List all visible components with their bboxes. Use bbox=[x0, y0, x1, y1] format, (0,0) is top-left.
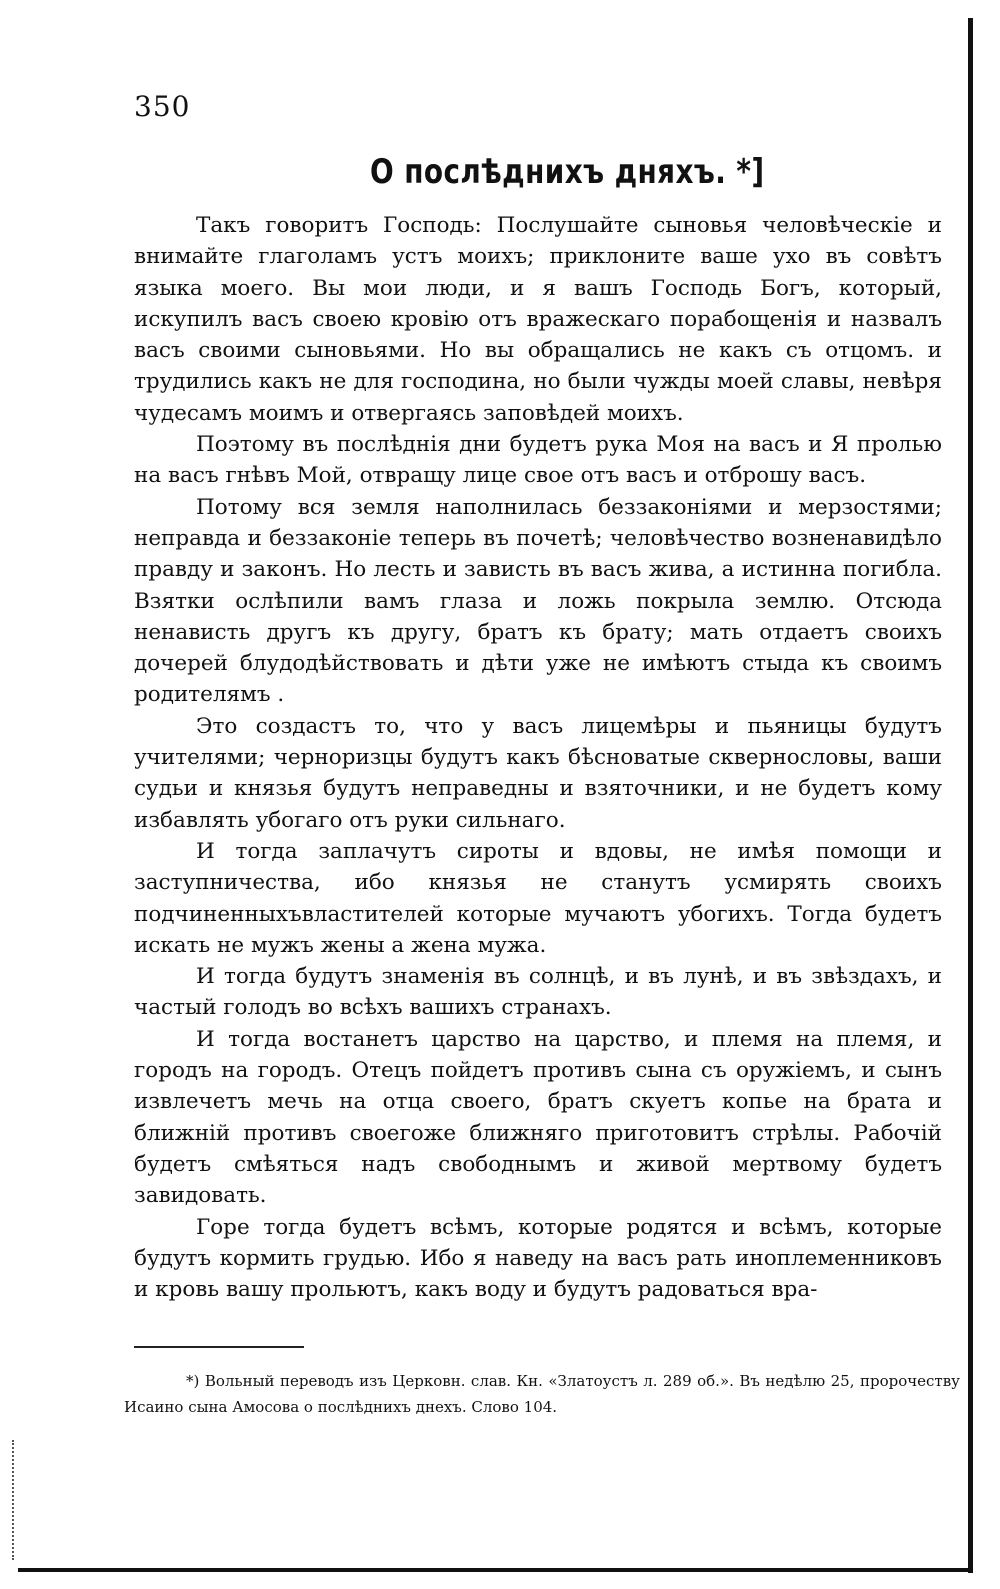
page-border-right bbox=[968, 18, 973, 1573]
paragraph-6: И тогда будутъ знаменія въ солнцѣ, и въ лунѣ, и въ звѣздахъ, и частый голодъ во всѣхъ вашихъ странахъ. bbox=[134, 964, 942, 1021]
paragraph-1: Такъ говоритъ Господь: Послушайте сыновья человѣческіе и внимайте глаголамъ устъ моихъ; приклоните ваше ухо въ совѣтъ языка моего. Вы мои люди, и я вашъ Господь Богъ, который, искупилъ васъ своею кровію отъ вражескаго порабощенія и назвалъ васъ своими сыновьями. Но вы обращались не какъ съ отцомъ. и трудились какъ не для господина, но были чужды моей славы, невѣря чудесамъ моимъ и отвергаясь заповѣдей моихъ. bbox=[134, 213, 942, 426]
footnote-divider bbox=[134, 1346, 304, 1348]
paragraph-4: Это создастъ то, что у васъ лицемѣры и пьяницы будутъ учителями; черноризцы будутъ какъ бѣсноватые сквернословы, ваши судьи и князья будутъ неправедны и взяточники, и не будетъ кому избавлять убогаго отъ руки сильнаго. bbox=[134, 713, 942, 833]
page-title: О послѣднихъ дняхъ. *] bbox=[370, 152, 765, 192]
page-border-bottom bbox=[18, 1568, 973, 1572]
paragraph-5: И тогда заплачутъ сироты и вдовы, не имѣя помощи и заступничества, ибо князья не станутъ усмирять своихъ подчиненныхъвластителей которые мучаютъ убогихъ. Тогда будетъ искать не мужъ жены а жена мужа. bbox=[134, 838, 942, 958]
paragraph-3: Потому вся земля наполнилась беззаконіями и мерзостями; неправда и беззаконіе теперь въ почетѣ; человѣчество возненавидѣло правду и законъ. Но лесть и зависть въ васъ жива, а истинна погибла. Взятки ослѣпили вамъ глаза и ложь покрыла землю. Отсюда ненависть другъ къ другу, братъ къ брату; мать отдаетъ своихъ дочерей блудодѣйствовать и дѣти уже не имѣютъ стыда къ своимъ родителямъ . bbox=[134, 494, 942, 708]
body-text bbox=[134, 210, 942, 1305]
paragraph-8: Горе тогда будетъ всѣмъ, которые родятся и всѣмъ, которые будутъ кормить грудью. Ибо я наведу на васъ рать иноплеменниковъ и кровь вашу прольютъ, какъ воду и будутъ радоваться вра- bbox=[134, 1214, 942, 1303]
paragraph-2: Поэтому въ послѣднія дни будетъ рука Моя на васъ и Я пролью на васъ гнѣвъ Мой, отвращу лице свое отъ васъ и отброшу васъ. bbox=[134, 432, 942, 489]
page-number: 350 bbox=[134, 90, 191, 123]
page-border-left-dotted bbox=[12, 1440, 16, 1560]
paragraph-7: И тогда востанетъ царство на царство, и племя на племя, и городъ на городъ. Отецъ пойдетъ противъ сына съ оружіемъ, и сынъ извлечетъ мечь на отца своего, братъ скуетъ копье на брата и ближній противъ своегоже ближняго приготовитъ стрѣлы. Рабочій будетъ смѣяться надъ свободнымъ и живой мертвому будетъ завидовать. bbox=[134, 1026, 942, 1209]
footnote: *) Вольный переводъ изъ Церковн. слав. Кн. «Златоустъ л. 289 об.». Въ недѣлю 25, пророчеству Исаино сына Амосова о послѣднихъ днехъ. Слово 104. bbox=[124, 1372, 960, 1416]
